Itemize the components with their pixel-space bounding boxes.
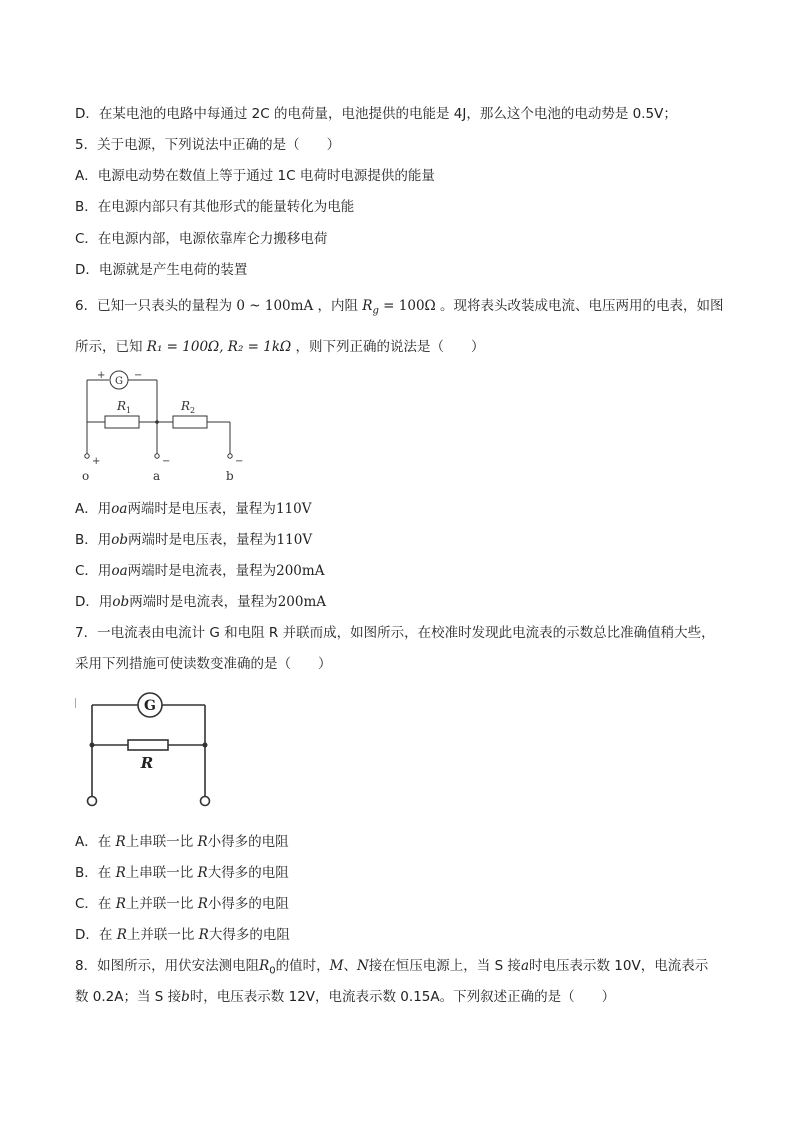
q6-option-b: B．用ob两端时是电压表，量程为110V — [75, 532, 313, 548]
svg-text:1: 1 — [126, 406, 132, 415]
q7-galvanometer-label: G — [144, 698, 156, 714]
q5-stem: 5．关于电源，下列说法中正确的是（ ） — [75, 137, 341, 153]
q6-option-d: D．用ob两端时是电流表，量程为200mA — [75, 594, 327, 610]
q5-option-d: D．电源就是产生电荷的装置 — [75, 262, 248, 278]
svg-text:−: − — [134, 370, 143, 381]
q6-resistor-values: R₁ = 100Ω, R₂ = 1kΩ — [146, 339, 292, 355]
svg-text:+: + — [97, 370, 106, 381]
q5-option-a: A．电源电动势在数值上等于通过 1C 电荷时电源提供的能量 — [75, 168, 435, 184]
svg-text:−: − — [162, 456, 171, 467]
q5-option-b: B．在电源内部只有其他形式的能量转化为电能 — [75, 199, 355, 215]
svg-text:+: + — [92, 456, 101, 467]
q6-option-c: C．用oa两端时是电流表，量程为200mA — [75, 563, 325, 579]
svg-text:2: 2 — [190, 406, 196, 415]
q6-r2-label: R — [181, 399, 191, 413]
q6-circuit-diagram — [75, 368, 265, 486]
q6-galvanometer-label: G — [115, 376, 123, 387]
q8-stem-line1: 8．如图所示，用伏安法测电阻$R_0$的值时，M、N接在恒压电源上，当 S 接a时电压表示数 10V，电流表示 — [75, 958, 709, 977]
q7-resistor-label: R — [140, 754, 154, 772]
q7-option-d: D．在 R上并联一比 R大得多的电阻 — [75, 927, 290, 943]
q6-stem-line1: 6．已知一只表头的量程为 0 ~ 100mA ，内阻 $R_g = 100\Omega$ 。现将表头改装成电流、电压两用的电表，如图 — [75, 298, 724, 317]
q6-option-a: A．用oa两端时是电压表，量程为110V — [75, 501, 312, 517]
q7-option-a: A．在 R上串联一比 R小得多的电阻 — [75, 834, 289, 850]
q6-rg-value: = 100Ω — [383, 298, 436, 314]
q6-r1-label: R — [117, 399, 127, 413]
q5-option-c: C．在电源内部，电源依靠库仑力搬移电荷 — [75, 231, 328, 247]
q7-option-b: B．在 R上串联一比 R大得多的电阻 — [75, 865, 289, 881]
q4-option-d: D．在某电池的电路中每通过 2C 的电荷量，电池提供的电能是 4J，那么这个电池的电动势是 0.5V； — [75, 106, 677, 122]
q7-stem-line2: 采用下列措施可使读数变准确的是（ ） — [75, 656, 332, 672]
q6-terminal-a: a — [153, 469, 161, 483]
q7-stem-line1: 7．一电流表由电流计 G 和电阻 R 并联而成，如图所示，在校准时发现此电流表的示数总比准确值稍大些， — [75, 625, 715, 641]
q8-stem-line2: 数 0.2A；当 S 接b时，电压表示数 12V，电流表示数 0.15A。下列叙述正确的是（ ） — [75, 989, 616, 1005]
q6-range: 0 ~ 100mA — [236, 298, 314, 314]
q7-circuit-diagram — [75, 690, 225, 810]
svg-text:−: − — [235, 456, 244, 467]
q6-terminal-o: o — [82, 469, 90, 483]
q7-option-c: C．在 R上并联一比 R小得多的电阻 — [75, 896, 289, 912]
q6-rg-symbol: R — [362, 298, 373, 314]
q6-terminal-b: b — [226, 469, 234, 483]
q6-stem-line2: 所示，已知 R₁ = 100Ω, R₂ = 1kΩ ，则下列正确的说法是（ ） — [75, 339, 485, 355]
